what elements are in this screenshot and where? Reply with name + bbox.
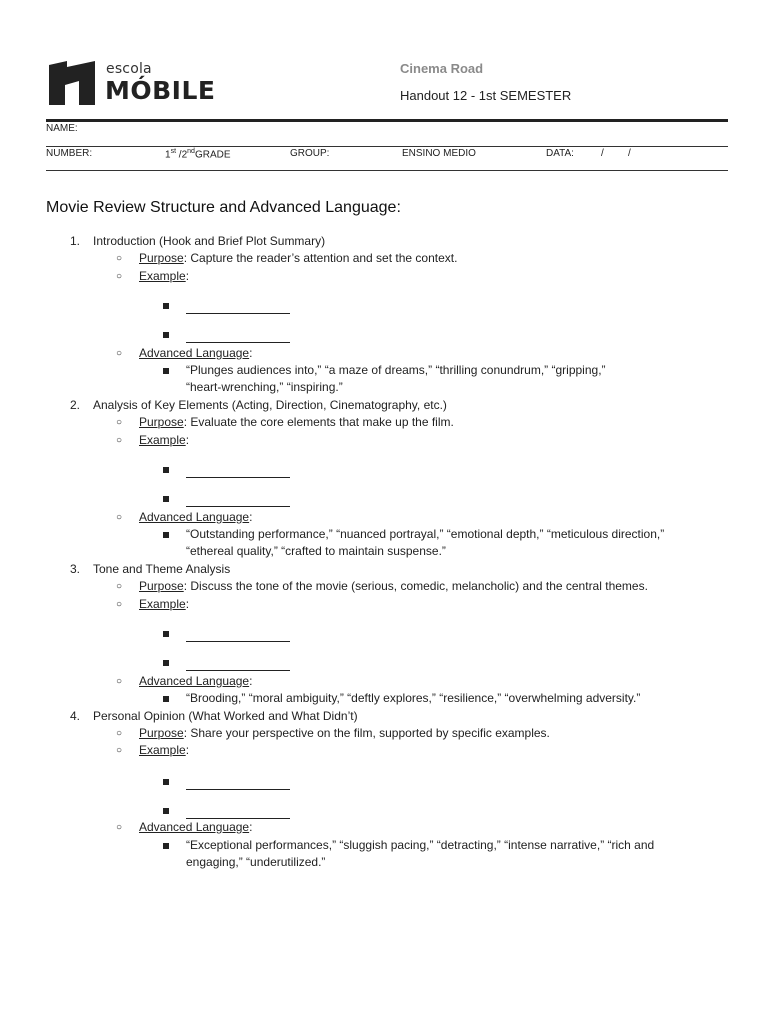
- document-title: Movie Review Structure and Advanced Language:: [46, 199, 401, 216]
- section-title: Tone and Theme Analysis: [93, 562, 231, 576]
- advanced-language-label: Advanced Language:: [139, 674, 253, 688]
- circle-bullet-icon: ○: [116, 728, 123, 739]
- square-bullet-icon: [163, 496, 169, 502]
- advanced-language-text: “Exceptional performances,” “sluggish pacing,” “detracting,” “intense narrative,” “rich and: [186, 838, 655, 852]
- square-bullet-icon: [163, 332, 169, 338]
- advanced-language-text: “heart-wrenching,” “inspiring.”: [186, 380, 343, 394]
- square-bullet-icon: [163, 467, 169, 473]
- section-number: 2.: [69, 398, 80, 412]
- square-bullet-icon: [163, 696, 169, 702]
- example-label: Example:: [139, 433, 190, 447]
- square-bullet-icon: [163, 368, 169, 374]
- circle-bullet-icon: ○: [116, 745, 123, 756]
- advanced-language-text: “Brooding,” “moral ambiguity,” “deftly explores,” “resilience,” “overwhelming adversity.”: [186, 691, 641, 705]
- logo-text-big: MÓBILE: [105, 76, 216, 105]
- form-line: [46, 170, 728, 171]
- circle-bullet-icon: ○: [116, 581, 123, 592]
- section-title: Introduction (Hook and Brief Plot Summary): [93, 234, 326, 248]
- advanced-language-label: Advanced Language:: [139, 820, 253, 834]
- circle-bullet-icon: ○: [116, 435, 123, 446]
- group-label: GROUP:: [290, 148, 330, 159]
- number-label: NUMBER:: [46, 148, 93, 159]
- advanced-language-text: engaging,” “underutilized.”: [186, 855, 326, 869]
- answer-blank[interactable]: [186, 670, 290, 671]
- handout-series-title: Cinema Road: [400, 61, 484, 76]
- advanced-language-text: “ethereal quality,” “crafted to maintain suspense.”: [186, 544, 446, 558]
- advanced-language-text: “Outstanding performance,” “nuanced portrayal,” “emotional depth,” “meticulous direction,”: [186, 527, 665, 541]
- name-line: [46, 146, 728, 147]
- name-label: NAME:: [46, 123, 78, 134]
- logo-text-small: escola: [106, 61, 152, 77]
- circle-bullet-icon: ○: [116, 676, 123, 687]
- square-bullet-icon: [163, 808, 169, 814]
- circle-bullet-icon: ○: [116, 417, 123, 428]
- purpose-line: Purpose: Capture the reader’s attention and set the context.: [139, 251, 458, 265]
- purpose-line: Purpose: Evaluate the core elements that make up the film.: [139, 415, 454, 429]
- escola-mobile-logo-icon: [49, 61, 95, 105]
- example-label: Example:: [139, 597, 190, 611]
- circle-bullet-icon: ○: [116, 348, 123, 359]
- square-bullet-icon: [163, 843, 169, 849]
- answer-blank[interactable]: [186, 313, 290, 314]
- circle-bullet-icon: ○: [116, 512, 123, 523]
- circle-bullet-icon: ○: [116, 822, 123, 833]
- square-bullet-icon: [163, 779, 169, 785]
- circle-bullet-icon: ○: [116, 253, 123, 264]
- date-slash: /: [628, 148, 631, 159]
- grade-field: 1st /2ndGRADE: [165, 148, 231, 161]
- handout-subtitle: Handout 12 - 1st SEMESTER: [400, 88, 572, 103]
- example-label: Example:: [139, 743, 190, 757]
- answer-blank[interactable]: [186, 641, 290, 642]
- section-number: 1.: [69, 234, 80, 248]
- advanced-language-label: Advanced Language:: [139, 510, 253, 524]
- advanced-language-text: “Plunges audiences into,” “a maze of dreams,” “thrilling conundrum,” “gripping,”: [186, 363, 606, 377]
- example-label: Example:: [139, 269, 190, 283]
- square-bullet-icon: [163, 532, 169, 538]
- header-rule: [46, 119, 728, 122]
- circle-bullet-icon: ○: [116, 599, 123, 610]
- circle-bullet-icon: ○: [116, 271, 123, 282]
- section-title: Personal Opinion (What Worked and What Didn’t): [93, 709, 358, 723]
- purpose-line: Purpose: Share your perspective on the film, supported by specific examples.: [139, 726, 550, 740]
- section-number: 4.: [69, 709, 80, 723]
- answer-blank[interactable]: [186, 477, 290, 478]
- advanced-language-label: Advanced Language:: [139, 346, 253, 360]
- answer-blank[interactable]: [186, 342, 290, 343]
- square-bullet-icon: [163, 660, 169, 666]
- section-title: Analysis of Key Elements (Acting, Direction, Cinematography, etc.): [93, 398, 447, 412]
- purpose-line: Purpose: Discuss the tone of the movie (serious, comedic, melancholic) and the central themes.: [139, 579, 648, 593]
- date-label: DATA:: [546, 148, 574, 159]
- square-bullet-icon: [163, 303, 169, 309]
- answer-blank[interactable]: [186, 506, 290, 507]
- date-slash: /: [601, 148, 604, 159]
- section-number: 3.: [69, 562, 80, 576]
- answer-blank[interactable]: [186, 789, 290, 790]
- square-bullet-icon: [163, 631, 169, 637]
- level-label: ENSINO MEDIO: [402, 148, 476, 159]
